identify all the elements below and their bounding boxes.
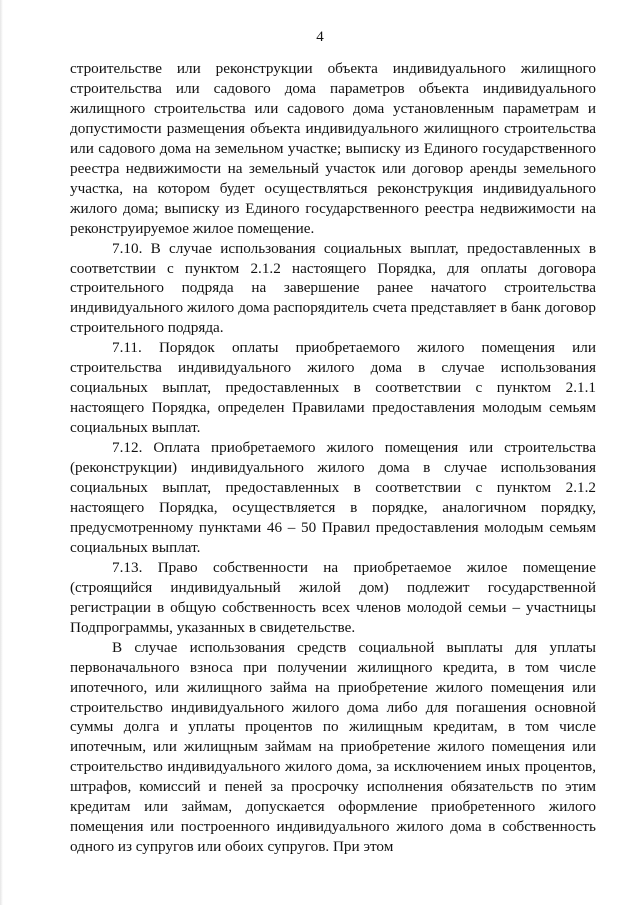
paragraph-mortgage-exception: В случае использования средств социальной выплаты для уплаты первоначального взноса при получении жилищного кредита, в том числе ипотечного, или жилищного займа на приобретение жилого помещения или строительство индивидуального жилого дома либо для погашения основной суммы долга и уплаты процентов по жилищным кредитам, в том числе ипотечным, или жилищным займам на приобретение жилого помещения или строительство индивидуального жилого дома, за исключением иных процентов, штрафов, комиссий и пеней за просрочку исполнения обязательств по этим кредитам или займам, допускается оформление приобретенного жилого помещения или построенного индивидуального жилого дома в собственность одного из супругов или обоих супругов. При этом: [70, 638, 596, 856]
paragraph-item-7-12: 7.12. Оплата приобретаемого жилого помещения или строительства (реконструкции) индивидуального жилого дома в случае использования социальных выплат, предоставленных в соответствии с пунктом 2.1.2 настоящего Порядка, осуществляется в порядке, аналогичном порядку, предусмотренному пунктами 46 – 50 Правил предоставления молодым семьям социальных выплат.: [70, 439, 596, 556]
page-number: 4: [316, 29, 324, 45]
paragraph-continuation: строительстве или реконструкции объекта индивидуального жилищного строительства или садового дома параметров объекта индивидуального жилищного строительства или садового дома установленным параметрам и допустимости размещения объекта индивидуального жилищного строительства или садового дома на земельном участке; выписку из Единого государственного реестра недвижимости на земельный участок или договор аренды земельного участка, на котором будет осуществляться реконструкция индивидуального жилого дома; выписку из Единого государственного реестра недвижимости на реконструируемое жилое помещение.: [70, 60, 596, 237]
paragraph-item-7-10: 7.10. В случае использования социальных выплат, предоставленных в соответствии с пунктом 2.1.2 настоящего Порядка, для оплаты договора строительного подряда на завершение ранее начатого строительства индивидуального жилого дома распорядитель счета представляет в банк договор строительного подряда.: [70, 239, 596, 337]
scan-edge-shadow: [0, 0, 3, 905]
paragraph-item-7-13: 7.13. Право собственности на приобретаемое жилое помещение (строящийся индивидуальный жилой дом) подлежит государственной регистрации в общую собственность всех членов молодой семьи – участницы Подпрограммы, указанных в свидетельстве.: [70, 558, 596, 636]
paragraph-item-7-11: 7.11. Порядок оплаты приобретаемого жилого помещения или строительства индивидуального жилого дома в случае использования социальных выплат, предоставленных в соответствии с пунктом 2.1.1 настоящего Порядка, определен Правилами предоставления молодым семьям социальных выплат.: [70, 339, 596, 437]
document-body: [70, 59, 596, 857]
